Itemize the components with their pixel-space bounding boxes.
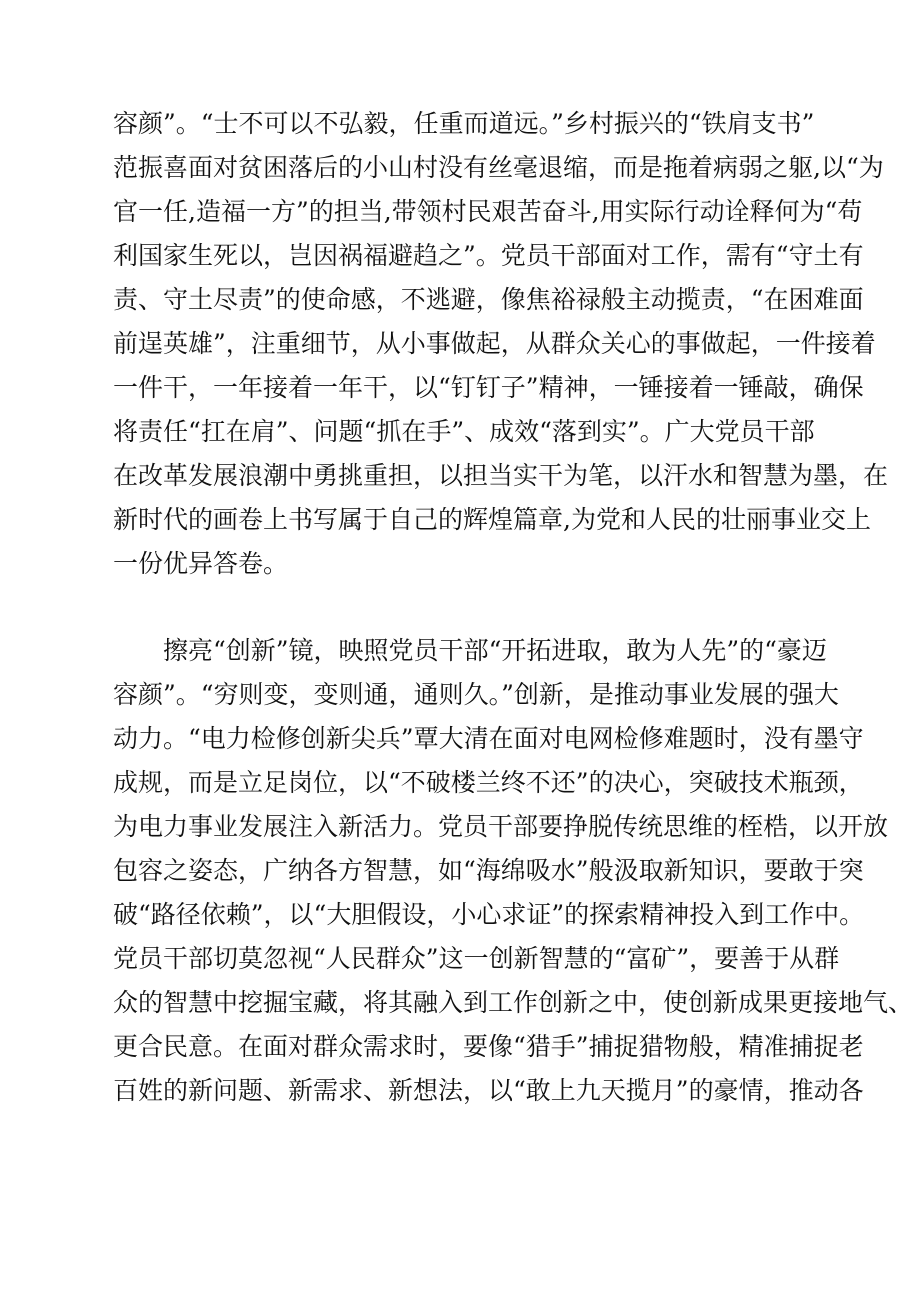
text-line: 官一任,造福一方”的担当,带领村民艰苦奋斗,用实际行动诠释何为“苟 bbox=[113, 197, 863, 226]
text-line: 众的智慧中挖掘宝藏，将其融入到工作创新之中，使创新成果更接地气、 bbox=[113, 988, 914, 1017]
text-line: 范振喜面对贫困落后的小山村没有丝毫退缩，而是拖着病弱之躯,以“为 bbox=[113, 153, 884, 182]
text-line: 动力。“电力检修创新尖兵”覃大清在面对电网检修难题时，没有墨守 bbox=[113, 724, 864, 753]
text-line: 破“路径依赖”，以“大胆假设，小心求证”的探索精神投入到工作中。 bbox=[113, 900, 865, 929]
text-line: 前逞英雄”，注重细节，从小事做起，从群众关心的事做起，一件接着 bbox=[113, 329, 876, 358]
text-line: 更合民意。在面对群众需求时，要像“猎手”捕捉猎物般，精准捕捉老 bbox=[113, 1032, 864, 1061]
text-line: 包容之姿态，广纳各方智慧，如“海绵吸水”般汲取新知识，要敢于突 bbox=[113, 856, 864, 885]
text-line: 责、守土尽责”的使命感，不逃避，像焦裕禄般主动揽责，“在困难面 bbox=[113, 285, 864, 314]
text-line: 一件干，一年接着一年干，以“钉钉子”精神，一锤接着一锤敲，确保 bbox=[113, 373, 864, 402]
text-line: 成规，而是立足岗位，以“不破楼兰终不还”的决心，突破技术瓶颈， bbox=[113, 768, 864, 797]
text-line: 利国家生死以，岂因祸福避趋之”。党员干部面对工作，需有“守土有 bbox=[113, 241, 864, 270]
text-line: 擦亮“创新”镜，映照党员干部“开拓进取，敢为人先”的“豪迈 bbox=[163, 636, 827, 665]
text-line: 党员干部切莫忽视“人民群众”这一创新智慧的“富矿”，要善于从群 bbox=[113, 944, 840, 973]
text-line: 新时代的画卷上书写属于自己的辉煌篇章,为党和人民的壮丽事业交上 bbox=[113, 505, 871, 534]
text-line: 百姓的新问题、新需求、新想法，以“敢上九天揽月”的豪情，推动各 bbox=[113, 1076, 864, 1105]
text-line: 为电力事业发展注入新活力。党员干部要挣脱传统思维的桎梏，以开放 bbox=[113, 812, 889, 841]
text-line: 将责任“扛在肩”、问题“抓在手”、成效“落到实”。广大党员干部 bbox=[113, 417, 815, 446]
text-line: 一份优异答卷。 bbox=[113, 549, 289, 578]
text-line: 容颜”。“穷则变，变则通，通则久。”创新，是推动事业发展的强大 bbox=[113, 680, 839, 709]
text-line: 容颜”。“士不可以不弘毅，任重而道远。”乡村振兴的“铁肩支书” bbox=[113, 109, 815, 138]
text-line: 在改革发展浪潮中勇挑重担，以担当实干为笔，以汗水和智慧为墨，在 bbox=[113, 461, 889, 490]
